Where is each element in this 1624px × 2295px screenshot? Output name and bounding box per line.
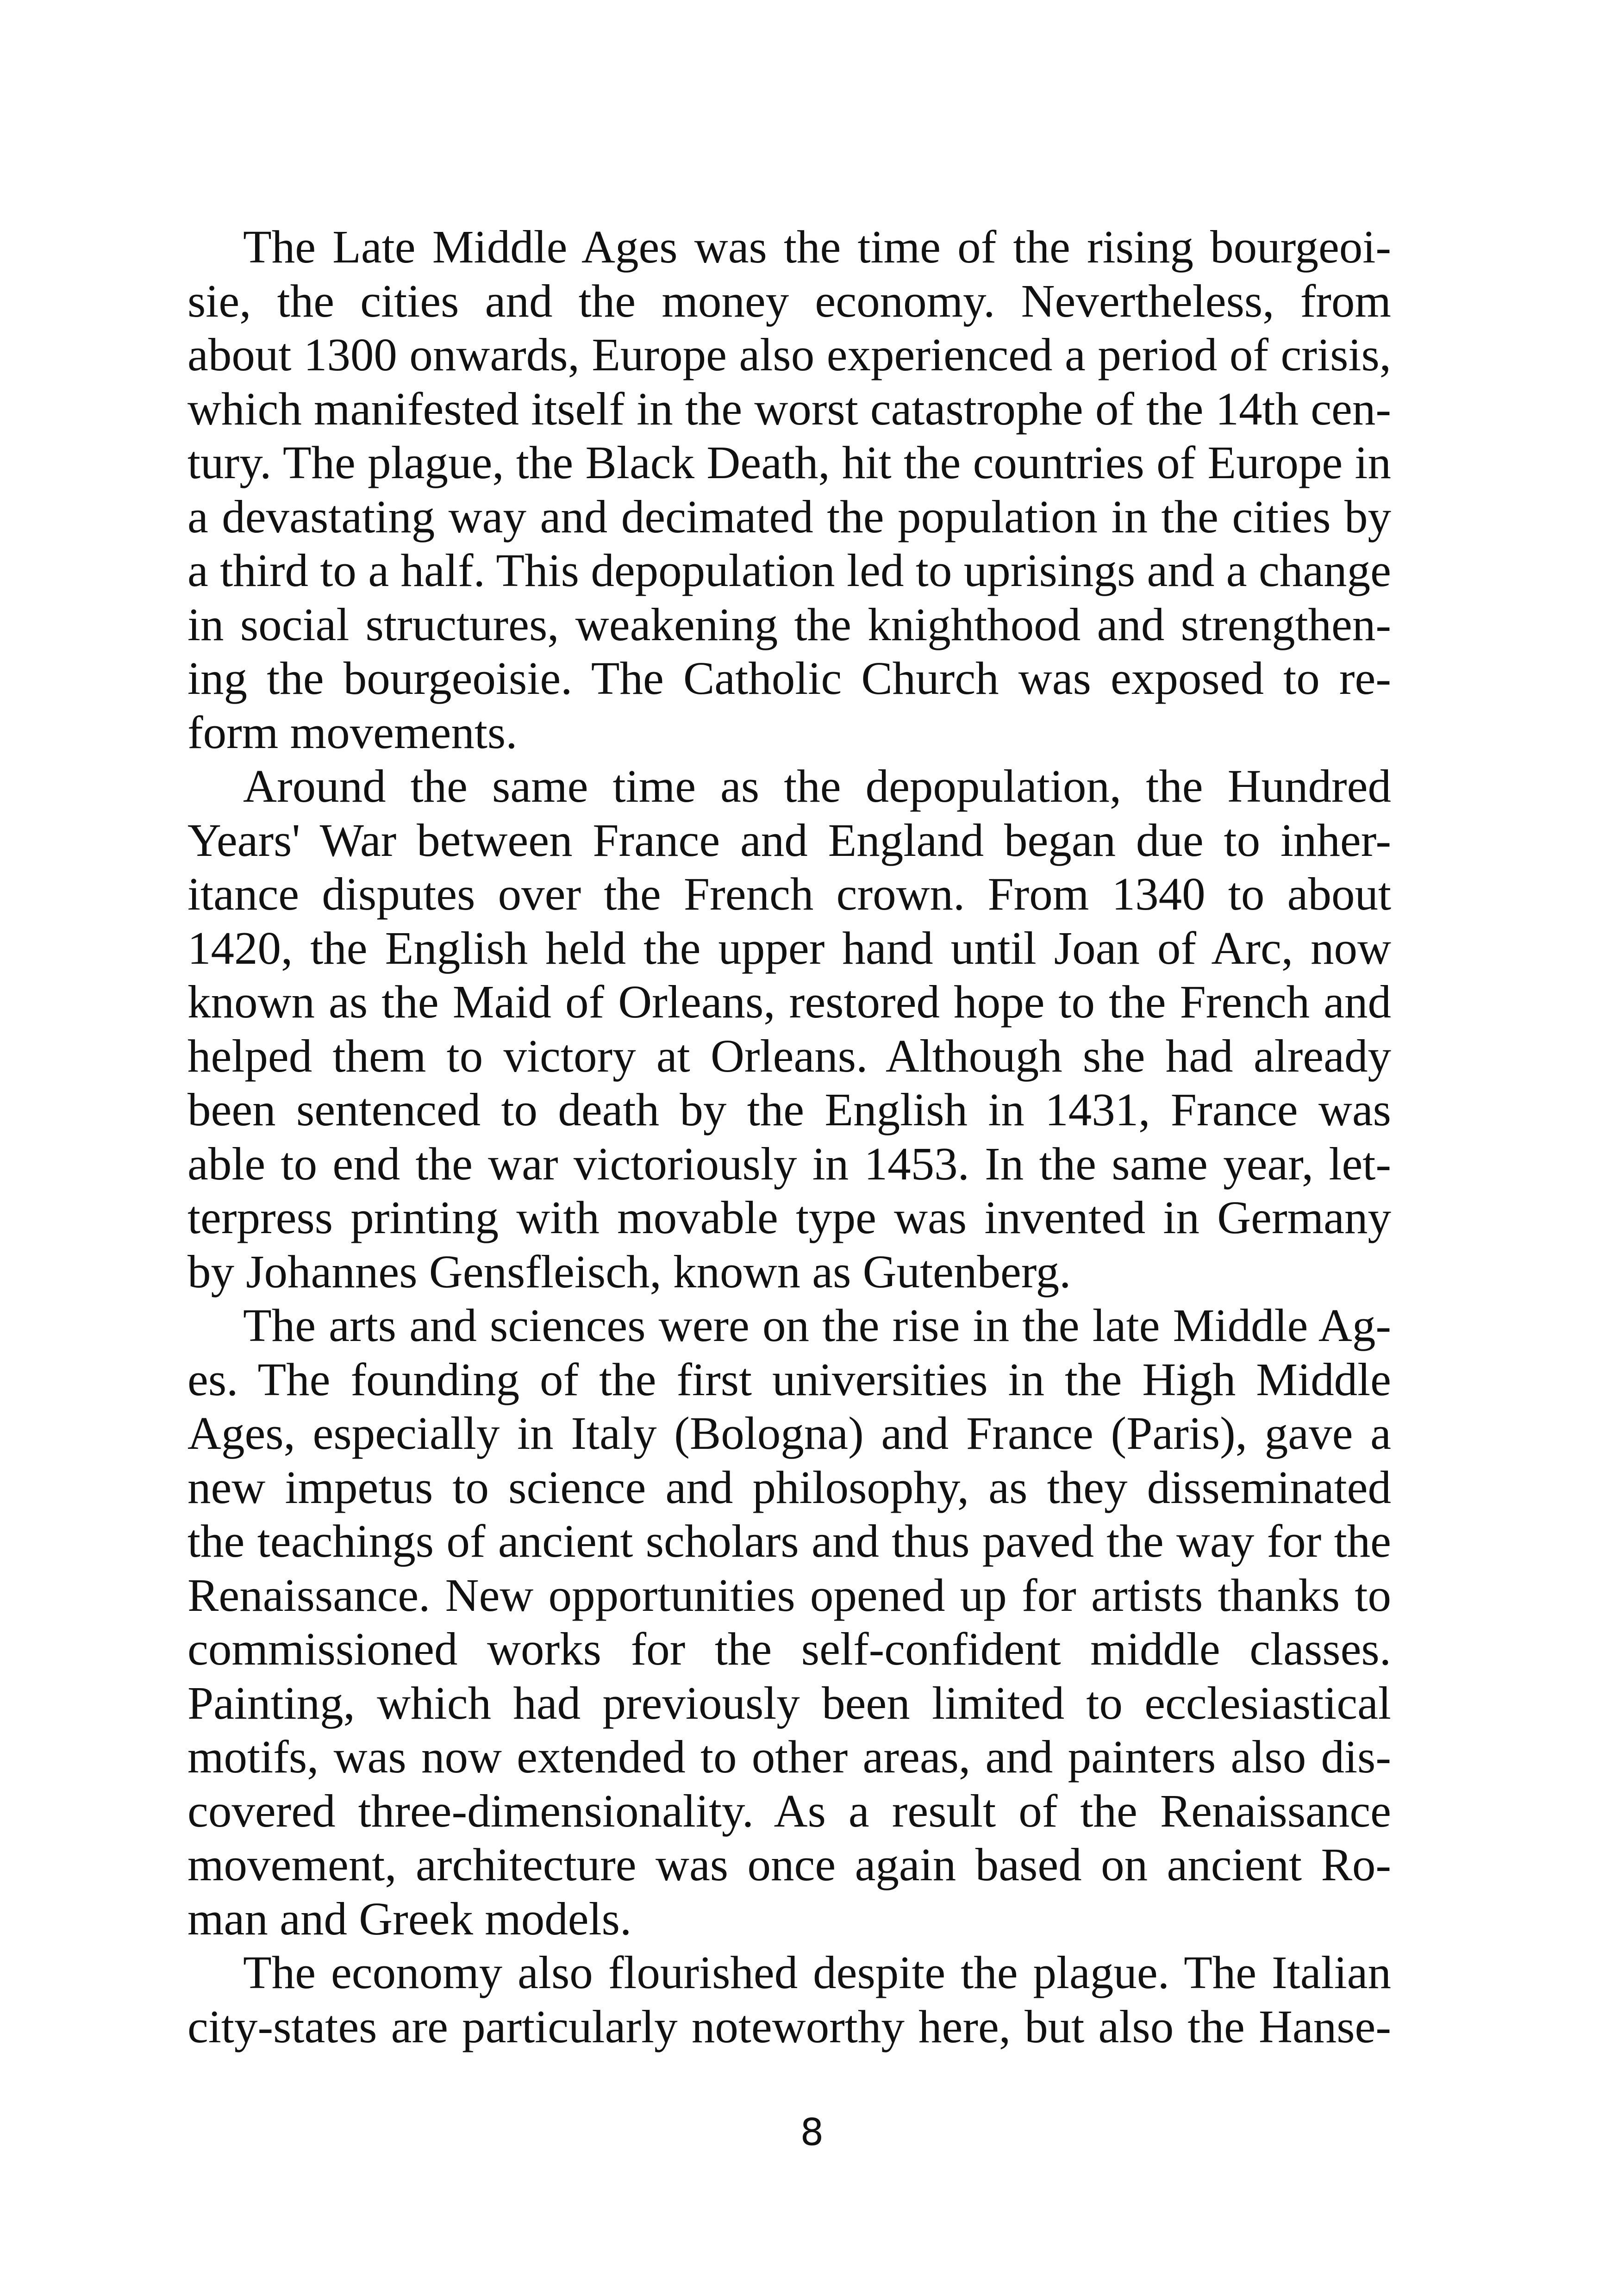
paragraph-economy	[187, 1946, 1391, 2053]
text-line: Ages, especially in Italy (Bologna) and France (Paris), gave a	[187, 1407, 1391, 1459]
text-line: Around the same time as the depopulation, the Hundred	[243, 760, 1391, 812]
text-line: a third to a half. This depopulation led to uprisings and a change	[187, 544, 1391, 596]
text-line: terpress printing with movable type was invented in Germany	[187, 1191, 1391, 1243]
text-line: The Late Middle Ages was the time of the rising bourgeoi-	[243, 221, 1391, 273]
text-line: in social structures, weakening the knighthood and strengthen-	[187, 598, 1391, 650]
text-line: about 1300 onwards, Europe also experienced a period of crisis,	[187, 329, 1391, 380]
text-line: sie, the cities and the money economy. Nevertheless, from	[187, 274, 1391, 327]
text-line: man and Greek models.	[187, 1892, 632, 1945]
text-line: able to end the war victoriously in 1453. In the same year, let-	[187, 1137, 1391, 1190]
text-line: itance disputes over the French crown. From 1340 to about	[187, 868, 1391, 920]
text-line: a devastating way and decimated the population in the cities by	[187, 490, 1391, 543]
text-line: The economy also flourished despite the plague. The Italian	[243, 1946, 1391, 1998]
text-line: tury. The plague, the Black Death, hit the countries of Europe in	[187, 437, 1391, 488]
text-line: which manifested itself in the worst catastrophe of the 14th cen-	[187, 382, 1391, 435]
paragraph-late-middle-ages	[187, 220, 1391, 759]
text-line: known as the Maid of Orleans, restored hope to the French and	[187, 976, 1391, 1028]
paragraph-arts-and-sciences	[187, 1298, 1391, 1946]
text-line: Years' War between France and England began due to inher-	[187, 814, 1391, 866]
text-line: ing the bourgeoisie. The Catholic Church was exposed to re-	[187, 652, 1391, 704]
page-number: 8	[800, 2111, 824, 2154]
text-line: the teachings of ancient scholars and thus paved the way for the	[187, 1515, 1391, 1567]
text-line: helped them to victory at Orleans. Although she had already	[187, 1029, 1391, 1082]
text-line: movement, architecture was once again based on ancient Ro-	[187, 1839, 1391, 1890]
text-line: new impetus to science and philosophy, as they disseminated	[187, 1461, 1391, 1513]
text-line: Renaissance. New opportunities opened up for artists thanks to	[187, 1569, 1391, 1621]
text-line: 1420, the English held the upper hand until Joan of Arc, now	[187, 922, 1391, 974]
text-line: been sentenced to death by the English in 1431, France was	[187, 1084, 1391, 1135]
text-line: city-states are particularly noteworthy here, but also the Hanse-	[187, 2000, 1391, 2052]
text-line: Painting, which had previously been limited to ecclesiastical	[187, 1677, 1391, 1729]
text-line: motifs, was now extended to other areas, and painters also dis-	[187, 1731, 1391, 1783]
text-line: es. The founding of the first universities in the High Middle	[187, 1353, 1391, 1405]
text-line: covered three-dimensionality. As a result of the Renaissance	[187, 1784, 1391, 1837]
paragraph-hundred-years-war	[187, 759, 1391, 1298]
text-line: form movements.	[187, 706, 518, 758]
text-line: commissioned works for the self-confident middle classes.	[187, 1623, 1391, 1675]
text-line: The arts and sciences were on the rise in the late Middle Ag-	[243, 1299, 1391, 1351]
text-line: by Johannes Gensfleisch, known as Gutenberg.	[187, 1245, 1071, 1297]
body-text	[187, 220, 1391, 2053]
